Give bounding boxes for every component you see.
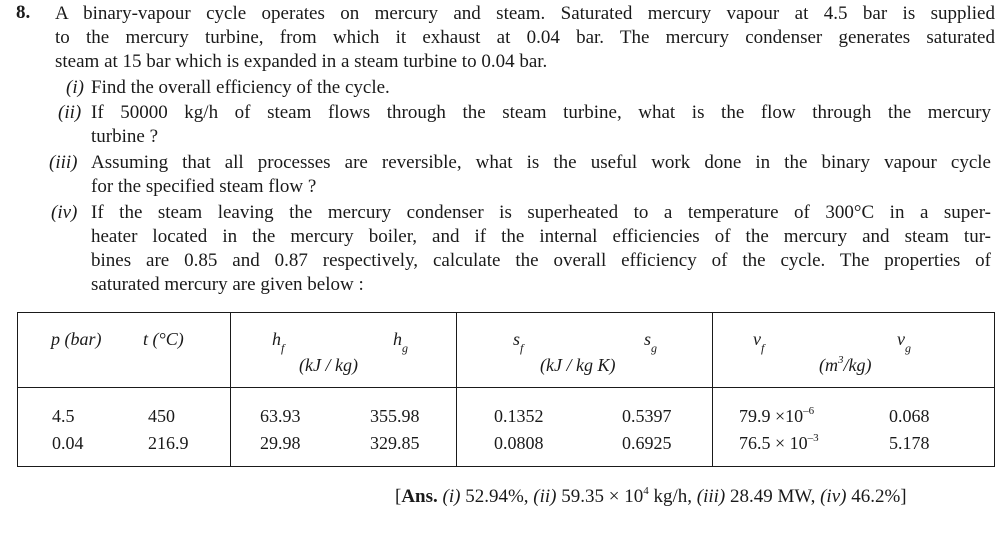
part-label: (iii) <box>49 152 78 173</box>
value-sf: 0.0808 <box>494 433 544 453</box>
answer-label: Ans. <box>401 486 438 507</box>
part-label: (ii) <box>58 102 82 123</box>
value-vg: 5.178 <box>889 433 930 453</box>
header-t: t (°C) <box>143 329 184 349</box>
header-h-unit: (kJ / kg) <box>299 355 358 375</box>
part-line: If 50000 kg/h of steam flows through the steam turbine, what is the flow through the mercury <box>91 102 991 123</box>
value-sg: 0.6925 <box>622 433 672 453</box>
stem-line: steam at 15 bar which is expanded in a steam turbine to 0.04 bar. <box>55 51 548 72</box>
data-cell-h <box>231 388 457 467</box>
part-line: Assuming that all processes are reversible, what is the useful work done in the binary vapour cycle <box>91 152 991 173</box>
header-v-unit: $(m^3/kg)$ <box>819 354 872 375</box>
table-data-row <box>18 388 995 467</box>
question-number: 8. <box>16 2 31 23</box>
header-sf: $s_f$ <box>513 329 524 355</box>
data-cell-p-t <box>18 388 231 467</box>
value-vf: $79.9 \times 10^{-6}$ <box>739 405 815 426</box>
part-line: turbine ? <box>91 126 159 147</box>
value-t: 216.9 <box>148 433 189 453</box>
value-hg: 355.98 <box>370 406 420 426</box>
header-vf: $v_f$ <box>753 329 765 355</box>
stem-line: A binary-vapour cycle operates on mercury and steam. Saturated mercury vapour at 4.5 bar is supplied <box>55 3 995 24</box>
header-cell-h <box>231 313 457 388</box>
question-stem <box>55 2 995 74</box>
part-line: bines are 0.85 and 0.87 respectively, calculate the overall efficiency of the cycle. The properties of <box>91 250 991 271</box>
part-line: for the specified steam flow ? <box>91 176 317 197</box>
header-hf: $h_f$ <box>272 329 285 355</box>
value-hf: 29.98 <box>260 433 301 453</box>
answer-line: [Ans. (i) 52.94%, (ii) $59.35 \times 10^4$ kg/h, (iii) 28.49 MW, (iv) 46.2%] <box>395 485 907 507</box>
value-sf: 0.1352 <box>494 406 544 426</box>
stem-line: to the mercury turbine, from which it exhaust at 0.04 bar. The mercury condenser generates saturated <box>55 27 995 48</box>
part-line: If the steam leaving the mercury condenser is superheated to a temperature of 300°C in a super- <box>91 202 991 223</box>
data-cell-s <box>457 388 713 467</box>
value-vf: $76.5 \times 10^{-3}$ <box>739 432 819 453</box>
table-header-row <box>18 313 995 388</box>
header-vg: $v_g$ <box>897 329 911 355</box>
value-t: 450 <box>148 406 175 426</box>
value-p: 0.04 <box>52 433 84 453</box>
value-sg: 0.5397 <box>622 406 672 426</box>
part-line: heater located in the mercury boiler, and if the internal efficiencies of the mercury and steam tur- <box>91 226 991 247</box>
part-label: (i) <box>66 77 84 98</box>
mercury-properties-table <box>17 312 995 467</box>
header-s-unit: (kJ / kg K) <box>540 355 616 375</box>
data-cell-v <box>713 388 995 467</box>
value-hf: 63.93 <box>260 406 301 426</box>
value-p: 4.5 <box>52 406 75 426</box>
value-vg: 0.068 <box>889 406 930 426</box>
header-hg: $h_g$ <box>393 329 408 355</box>
part-line: saturated mercury are given below : <box>91 274 364 295</box>
header-cell-v <box>713 313 995 388</box>
part-label: (iv) <box>51 202 78 223</box>
part-line: Find the overall efficiency of the cycle. <box>91 77 390 98</box>
header-sg: $s_g$ <box>644 329 658 355</box>
header-p: p (bar) <box>51 329 102 349</box>
value-hg: 329.85 <box>370 433 420 453</box>
header-cell-s <box>457 313 713 388</box>
header-cell-p-t <box>18 313 231 388</box>
